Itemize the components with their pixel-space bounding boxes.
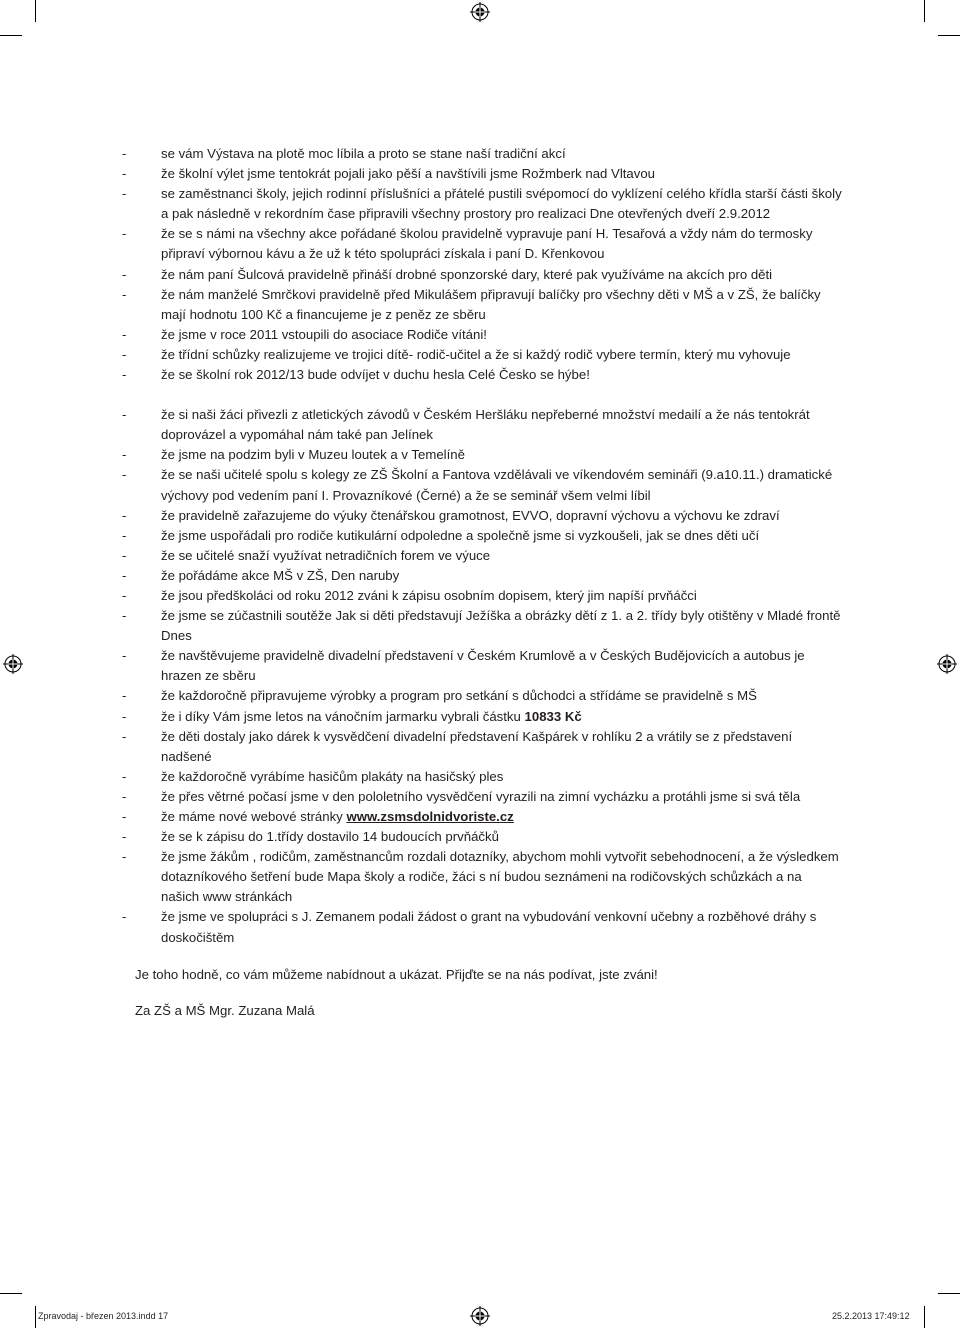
signature: Za ZŠ a MŠ Mgr. Zuzana Malá [135, 1002, 315, 1018]
crop-mark-bottom-left [35, 1306, 36, 1328]
list-item-text: že třídní schůzky realizujeme ve trojici dítě- rodič-učitel a že si každý rodič vybere termín, který mu vyhovuje [161, 346, 791, 362]
list-item [122, 405, 842, 445]
list-item-text: že máme nové webové stránky [161, 809, 347, 824]
registration-mark-top-icon [470, 2, 490, 22]
list-item-text: že nám paní Šulcová pravidelně přináší drobné sponzorské dary, které pak využíváme na akcích pro děti [161, 266, 773, 282]
registration-mark-bottom-icon [470, 1306, 490, 1326]
list-item [122, 325, 842, 345]
list-item [122, 224, 842, 264]
list-item [122, 465, 842, 505]
list-item [122, 184, 842, 224]
list-item-text: že navštěvujeme pravidelně divadelní představení v Českém Krumlově a v Českých Budějovicích a autobus je hrazen ze sběru [161, 648, 805, 684]
crop-mark-top-left [35, 0, 36, 22]
list-item [122, 586, 842, 606]
list-item-text: že se učitelé snaží využívat netradičních forem ve výuce [161, 547, 491, 563]
list-item-text: že se školní rok 2012/13 bude odvíjet v duchu hesla Celé Česko se hýbe! [161, 367, 590, 383]
list-item-text: že jsme uspořádali pro rodiče kutikulární odpoledne a společně jsme si vyzkoušeli, jak se dnes děti učí [161, 527, 760, 543]
list-item-text: že jsou předškoláci od roku 2012 zváni k zápisu osobním dopisem, který jim napíší prvňáčci [161, 587, 697, 603]
list-item [122, 767, 842, 787]
bullet-list-1 [122, 144, 842, 385]
list-item [122, 727, 842, 767]
list-item [122, 144, 842, 164]
list-item [122, 686, 842, 706]
list-item-text: že každoročně připravujeme výrobky a program pro setkání s důchodci a střídáme se pravidelně s MŠ [161, 688, 757, 704]
list-item-text: se vám Výstava na plotě moc líbila a proto se stane naší tradiční akcí [161, 146, 566, 161]
list-item [122, 445, 842, 465]
website-link[interactable]: www.zsmsdolnidvoriste.cz [346, 809, 514, 824]
crop-mark-bottom-right [924, 1306, 925, 1328]
list-item [122, 345, 842, 365]
list-item-text: že i díky Vám jsme letos na vánočním jarmarku vybrali částku [161, 708, 525, 724]
list-item-text: že se s námi na všechny akce pořádané školou pravidelně vypravuje paní H. Tesařová a vždy nám do termosky připraví výbornou kávu a že už k této spolupráci získala i paní D. Křenkovou [161, 226, 813, 262]
list-item-text: že jsme v roce 2011 vstoupili do asociace Rodiče vítáni! [161, 326, 487, 342]
list-item [122, 365, 842, 385]
list-item [122, 164, 842, 184]
crop-mark-bottom-left-h [0, 1293, 22, 1294]
list-item [122, 506, 842, 526]
list-item [122, 907, 842, 947]
crop-mark-top-left-h [0, 35, 22, 36]
list-item-text: že se k zápisu do 1.třídy dostavilo 14 budoucích prvňáčků [161, 829, 499, 845]
list-item [122, 827, 842, 847]
list-item [122, 847, 842, 907]
list-item [122, 807, 842, 827]
list-item-text: že nám manželé Smrčkovi pravidelně před Mikulášem připravují balíčky pro všechny děti v MŠ a v ZŠ, že balíčky mají hodnotu 100 Kč a financujeme je z peněz ze sběru [161, 286, 821, 322]
list-item-text: se zaměstnanci školy, jejich rodinní příslušníci a přátelé pustili svépomocí do vyklízení celého křídla starší části školy a pak následně v rekordním čase připravili všechny prostory pro realizaci Dne otevřených dveří 2.9.2012 [161, 186, 842, 222]
list-item [122, 285, 842, 325]
registration-mark-right-icon [937, 654, 957, 674]
list-item [122, 606, 842, 646]
list-item [122, 526, 842, 546]
bold-amount: 10833 Kč [524, 708, 582, 724]
page-body [122, 144, 842, 1021]
list-item [122, 646, 842, 686]
footer-timestamp: 25.2.2013 17:49:12 [832, 1311, 910, 1321]
list-item [122, 546, 842, 566]
bullet-list-2 [122, 405, 842, 948]
list-item [122, 707, 842, 727]
list-item-text: že pořádáme akce MŠ v ZŠ, Den naruby [161, 567, 400, 583]
list-item [122, 566, 842, 586]
registration-mark-left-icon [3, 654, 23, 674]
list-item-text: že jsme ve spolupráci s J. Zemanem podali žádost o grant na vybudování venkovní učebny a rozběhové dráhy s doskočištěm [161, 909, 817, 945]
list-item-text: že přes větrné počasí jsme v den pololetního vysvědčení vyrazili na zimní vycházku a protáhli jsme si svá těla [161, 788, 801, 804]
list-item-text: že každoročně vyrábíme hasičům plakáty na hasičský ples [161, 768, 504, 784]
list-item-text: že si naši žáci přivezli z atletických závodů v Českém Heršláku nepřeberné množství medailí a že nás tentokrát doprovázel a vypomáhal nám také pan Jelínek [161, 407, 810, 443]
list-item-text: že školní výlet jsme tentokrát pojali jako pěší a navštívili jsme Rožmberk nad Vltavou [161, 166, 656, 182]
list-item-text: že jsme na podzim byli v Muzeu loutek a v Temelíně [161, 447, 465, 463]
crop-mark-top-right [924, 0, 925, 22]
list-item-text: že děti dostaly jako dárek k vysvědčení divadelní představení Kašpárek v rohlíku 2 a vrátily se z představení nadšené [161, 728, 793, 764]
closing-sentence: Je toho hodně, co vám můžeme nabídnout a ukázat. Přijďte se na nás podívat, jste zváni! [135, 966, 658, 982]
footer-file-name: Zpravodaj - březen 2013.indd 17 [38, 1311, 169, 1321]
list-item-text: že pravidelně zařazujeme do výuky čtenářskou gramotnost, EVVO, dopravní výchovu a výchovu ke zdraví [161, 507, 780, 523]
list-item [122, 265, 842, 285]
list-item-text: že jsme se zúčastnili soutěže Jak si děti představují Ježíška a obrázky dětí z 1. a 2. třídy byly otištěny v Mladé frontě Dnes [161, 608, 841, 644]
list-item [122, 787, 842, 807]
list-item-text: že jsme žákům , rodičům, zaměstnancům rozdali dotazníky, abychom mohli vytvořit sebehodnocení, a že výsledkem dotazníkového šetření bude Mapa školy a rodiče, žáci s ní budou seznámeni na rodičovských schůzkách a na našich www stránkách [161, 849, 839, 905]
crop-mark-top-right-h [938, 35, 960, 36]
list-item-text: že se naši učitelé spolu s kolegy ze ZŠ Školní a Fantova vzdělávali ve víkendovém semináři (9.a10.11.) dramatické výchovy pod vedením paní I. Provazníkové (Černé) a že se seminář všem velmi líbil [161, 467, 833, 503]
crop-mark-bottom-right-h [938, 1293, 960, 1294]
